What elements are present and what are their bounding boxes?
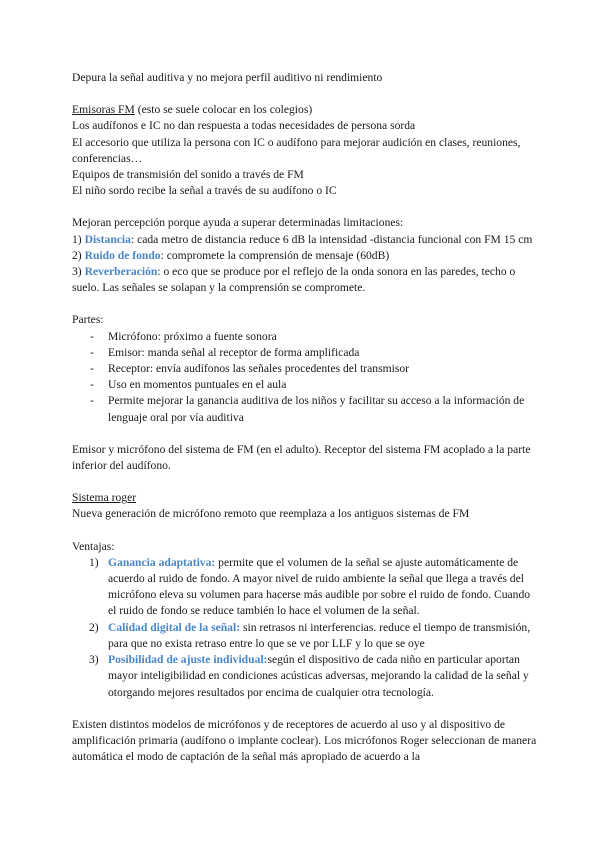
ventajas-list [72,555,540,701]
list-item [72,555,540,620]
emisor-paragraph: Emisor y micrófono del sistema de FM (en el adulto). Receptor del sistema FM acoplado a la parte inferior del audífono. [72,442,531,473]
item-term: Ruido de fondo [84,248,161,262]
item-number: 2) [72,248,82,262]
item-text: según el dispositivo de cada niño en particular aportan mayor inteligibilidad en condiciones acústicas adversas, mejorando la calidad de la señal y otorgando mejores resultados por encima de cualquier otra tecnología. [108,653,529,699]
emisoras-heading: Emisoras FM [72,103,135,117]
closing-paragraph: Existen distintos modelos de micrófonos y de receptores de acuerdo al uso y al dispositivo de amplificación primaria (audífono o implante coclear). Los micrófonos Roger seleccionan de manera automática el modo de captación de la señal más apropiado de acuerdo a la [72,717,537,764]
percepcion-item [72,232,540,248]
item-text: : o eco que se produce por el reflejo de la onda sonora en las paredes, techo o suelo. Las señales se solapan y la comprensión se compromete. [72,265,516,295]
item-text: : cada metro de distancia reduce 6 dB la intensidad -distancia funcional con FM 15 cm [130,232,533,246]
ventajas-heading: Ventajas: [72,539,115,553]
item-term: Posibilidad de ajuste individual: [108,653,268,667]
item-term: Ganancia adaptativa: [108,555,216,569]
emisoras-line: Equipos de transmisión del sonido a través de FM [72,168,304,182]
roger-description: Nueva generación de micrófono remoto que reemplaza a los antiguos sistemas de FM [72,507,470,521]
partes-list [72,329,540,426]
item-term: Reverberación [84,265,158,279]
percepcion-item [72,264,540,296]
list-item: - Receptor: envía audífonos las señales procedentes del transmisor [72,361,540,377]
list-item: - Uso en momentos puntuales en el aula [72,377,540,393]
list-item [72,620,540,652]
item-number: 1) [72,232,82,246]
item-term: Calidad digital de la señal: [108,620,241,634]
emisoras-line: El niño sordo recibe la señal a través de su audífono o IC [72,184,337,198]
emisoras-note: (esto se suele colocar en los colegios) [134,103,313,117]
emisoras-line: El accesorio que utiliza la persona con IC o audífono para mejorar audición en clases, reuniones, conferencias… [72,135,521,165]
item-text: : compromete la comprensión de mensaje (60dB) [160,248,390,262]
emisoras-heading-line [72,102,540,118]
item-number: 3) [72,265,82,279]
partes-heading: Partes: [72,313,104,327]
item-number: 2) [89,620,99,634]
percepcion-section [72,215,540,296]
ventajas-section [72,539,540,701]
item-number: 3) [89,653,99,667]
item-number: 1) [89,555,99,569]
partes-section [72,312,540,425]
list-item: - Micrófono: próximo a fuente sonora [72,329,540,345]
item-text: sin retrasos ni interferencias. reduce el tiempo de transmisión, para que no exista retraso entre lo que se ve por LLF y lo que se oye [108,620,531,650]
intro-line: Depura la señal auditiva y no mejora perfil auditivo ni rendimiento [72,71,383,84]
item-text: permite que el volumen de la señal se ajuste automáticamente de acuerdo al ruido de fondo. A mayor nivel de ruido ambiente la señal que llega a través del micrófono eleva su volumen para hacerse más audible por sobre el ruido de fondo. Cuando el ruido de fondo se reduce también lo hace el volumen de la señal. [108,555,531,618]
list-item: - Permite mejorar la ganancia auditiva de los niños y facilitar su acceso a la información de lenguaje oral por vía auditiva [72,393,540,425]
roger-heading-line [72,490,540,506]
list-item [72,652,540,701]
percepcion-lead: Mejoran percepción porque ayuda a superar determinadas limitaciones: [72,216,404,230]
percepcion-item [72,248,540,264]
emisoras-line: Los audífonos e IC no dan respuesta a todas necesidades de persona sorda [72,119,416,133]
roger-heading: Sistema roger [72,491,137,505]
item-term: Distancia [84,232,131,246]
list-item: - Emisor: manda señal al receptor de forma amplificada [72,345,540,361]
roger-section [72,490,540,522]
emisoras-section [72,102,540,199]
